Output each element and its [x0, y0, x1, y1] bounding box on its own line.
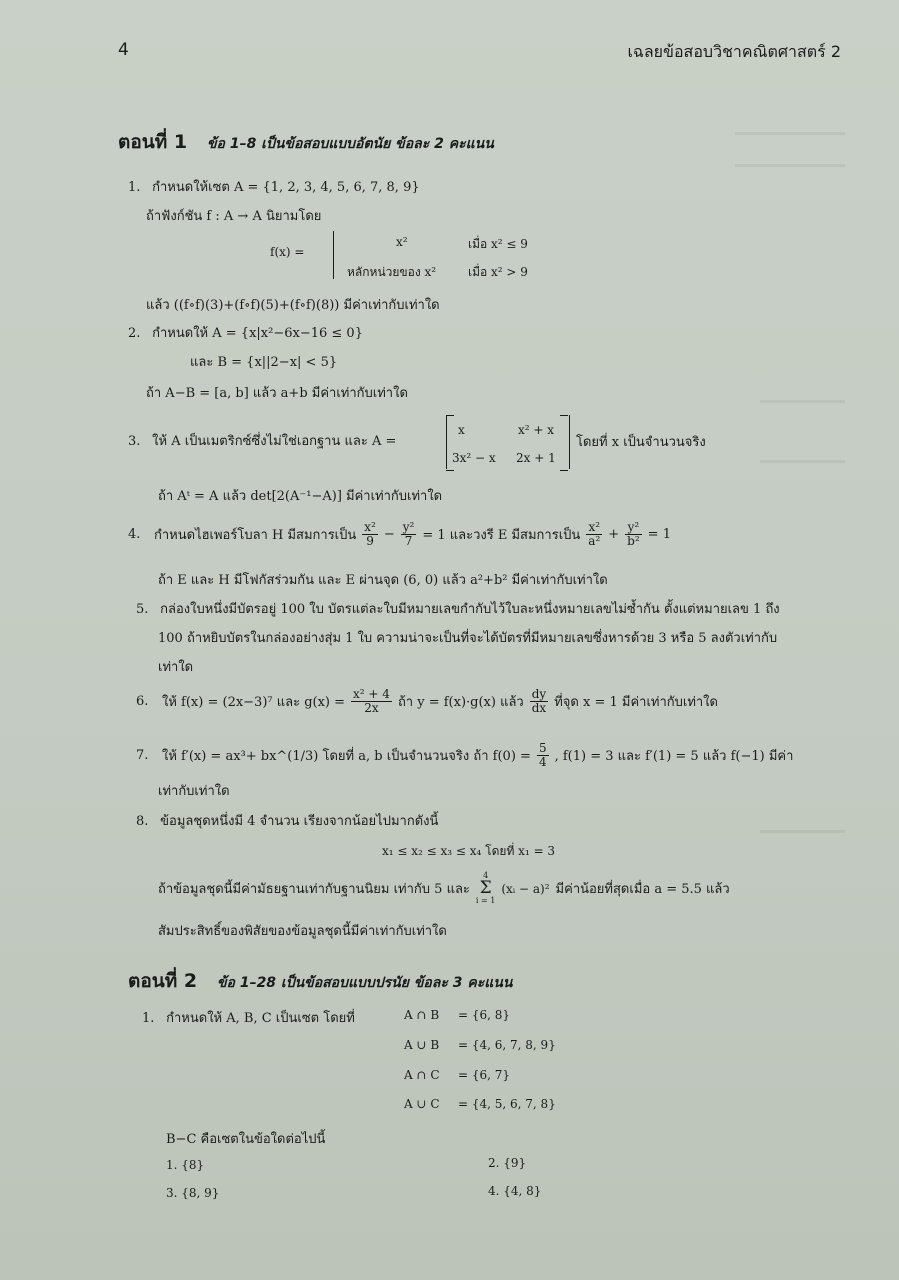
denominator: 9: [366, 534, 374, 549]
question-8: [136, 810, 438, 831]
question-number: 1.: [128, 180, 141, 195]
bleed-through: [735, 132, 845, 135]
question-text: x₁ ≤ x₂ ≤ x₃ ≤ x₄ โดยที่ x₁ = 3: [382, 844, 556, 858]
denominator: 4: [538, 755, 547, 770]
choice-3[interactable]: 3. {8, 9}: [166, 1186, 220, 1200]
question-text: ที่จุด x = 1 มีค่าเท่ากับเท่าใด: [554, 695, 718, 711]
question-text: แล้ว ((f∘f)(3)+(f∘f)(5)+(f∘f)(8)) มีค่าเท่ากับเท่าใด: [146, 298, 440, 313]
numerator: dy: [531, 687, 547, 701]
numerator: y²: [402, 520, 415, 534]
question-2: [128, 322, 363, 343]
question-text: B−C คือเซตในข้อใดต่อไปนี้: [166, 1132, 326, 1147]
case-condition: เมื่อ x² > 9: [468, 265, 528, 279]
set-rhs: = {4, 5, 6, 7, 8}: [458, 1097, 556, 1111]
part1-title: ตอนที่ 1: [118, 131, 188, 153]
question-text: เท่าใด: [158, 660, 194, 675]
bleed-through: [760, 400, 845, 403]
question-4: [128, 521, 671, 548]
question-text: กำหนดไฮเพอร์โบลา H มีสมการเป็น: [154, 528, 357, 544]
question-number: 3.: [128, 434, 141, 449]
fraction: [351, 688, 392, 715]
page-number: 4: [118, 40, 129, 60]
bleed-through: [735, 164, 845, 167]
set-rhs: = {4, 6, 7, 8, 9}: [458, 1038, 556, 1052]
question-text: ถ้า A−B = [a, b] แล้ว a+b มีค่าเท่ากับเท่าใด: [146, 386, 408, 401]
question-text: 100 ถ้าหยิบบัตรในกล่องอย่างสุ่ม 1 ใบ ความน่าจะเป็นที่จะได้บัตรที่มีหมายเลขซึ่งหารด้วย 3 หรือ 5 ลงตัวเท่ากับ: [158, 631, 778, 646]
question-text: ถ้า y = f(x)·g(x) แล้ว: [397, 695, 524, 711]
question-text: ให้ f′(x) = ax³+ bx^(1/3) โดยที่ a, b เป็นจำนวนจริง ถ้า f(0) =: [162, 749, 531, 765]
numerator: 5: [538, 741, 547, 755]
fraction: [586, 521, 602, 548]
operator: +: [608, 527, 620, 543]
question-text: ให้ A เป็นเมตริกซ์ซึ่งไม่ใช่เอกฐาน และ A =: [152, 434, 397, 449]
question-text: = 1: [647, 527, 671, 543]
question-number: 8.: [136, 814, 149, 829]
bleed-through: [760, 460, 845, 463]
question-3: [128, 430, 396, 451]
question-number: 7.: [136, 748, 149, 764]
denominator: 2x: [364, 701, 379, 716]
denominator: 7: [404, 534, 413, 549]
matrix-bracket-right: [560, 415, 568, 471]
operator: −: [383, 527, 395, 543]
numerator: x² + 4: [353, 687, 390, 701]
sum-symbol: Σ: [479, 878, 492, 898]
case-value: x²: [396, 235, 408, 249]
question-text: = 1 และวงรี E มีสมการเป็น: [422, 528, 581, 544]
part2-question-1: [142, 1007, 355, 1028]
question-number: 4.: [128, 527, 141, 543]
set-lhs: A ∪ B: [404, 1038, 440, 1052]
case-condition: เมื่อ x² ≤ 9: [468, 237, 528, 251]
question-text: ถ้าฟังก์ชัน f : A → A นิยามโดย: [146, 209, 322, 224]
question-text: ข้อมูลชุดหนึ่งมี 4 จำนวน เรียงจากน้อยไปมากดังนี้: [160, 814, 439, 829]
function-label: f(x) =: [270, 245, 305, 259]
numerator: x²: [586, 521, 602, 535]
denominator: a²: [588, 534, 601, 549]
question-text: มีค่าน้อยที่สุดเมื่อ a = 5.5 แล้ว: [555, 882, 730, 897]
sum-lower: i = 1: [475, 896, 496, 905]
question-text: , f(1) = 3 และ f′(1) = 5 แล้ว f(−1) มีค่า: [554, 749, 794, 765]
matrix-entry: x² + x: [518, 423, 555, 437]
piecewise-brace: [333, 231, 336, 279]
question-text: กล่องใบหนึ่งมีบัตรอยู่ 100 ใบ บัตรแต่ละใบมีหมายเลขกำกับไว้ใบละหนึ่งหมายเลขไม่ซ้ำกัน ตั้งแต่หมายเลข 1 ถึง: [160, 602, 780, 617]
question-text: กำหนดให้ A = {x|x²−6x−16 ≤ 0}: [152, 326, 363, 341]
denominator: dx: [531, 701, 547, 716]
matrix-entry: 2x + 1: [516, 451, 556, 465]
matrix-entry: x: [458, 423, 465, 437]
part2-subtitle: ข้อ 1–28 เป็นข้อสอบแบบปรนัย ข้อละ 3 คะแนน: [216, 975, 513, 991]
sum-upper: 4: [483, 871, 489, 880]
fraction: [625, 521, 642, 548]
set-rhs: = {6, 8}: [458, 1008, 511, 1022]
question-number: 6.: [136, 694, 149, 710]
fraction: [530, 688, 548, 715]
choice-4[interactable]: 4. {4, 8}: [488, 1184, 542, 1198]
question-number: 5.: [136, 602, 149, 617]
math-expression: (xᵢ − a)²: [501, 881, 550, 896]
question-7: [136, 742, 793, 769]
question-1: [128, 176, 420, 197]
question-text: โดยที่ x เป็นจำนวนจริง: [576, 435, 706, 450]
running-title: เฉลยข้อสอบวิชาคณิตศาสตร์ 2: [627, 42, 841, 61]
numerator: x²: [364, 520, 376, 534]
question-text: และ B = {x||2−x| < 5}: [190, 355, 338, 370]
case-value: หลักหน่วยของ x²: [347, 265, 437, 279]
question-text: กำหนดให้เซต A = {1, 2, 3, 4, 5, 6, 7, 8, 9}: [152, 180, 420, 195]
summation: [476, 872, 495, 905]
question-5: [136, 598, 780, 619]
fraction: [362, 521, 378, 548]
question-text: ถ้าข้อมูลชุดนี้มีค่ามัธยฐานเท่ากับฐานนิยม เท่ากับ 5 และ: [158, 882, 470, 897]
question-text: ถ้า E และ H มีโฟกัสร่วมกัน และ E ผ่านจุด (6, 0) แล้ว a²+b² มีค่าเท่ากับเท่าใด: [158, 573, 608, 588]
question-text-row: [158, 872, 730, 905]
question-text: ถ้า Aᵗ = A แล้ว det[2(A⁻¹−A)] มีค่าเท่ากับเท่าใด: [158, 489, 443, 504]
set-lhs: A ∩ C: [404, 1068, 440, 1082]
question-number: 1.: [142, 1011, 155, 1026]
part2-heading: [128, 966, 512, 996]
bleed-through: [760, 830, 845, 833]
set-rhs: = {6, 7}: [458, 1068, 511, 1082]
part2-title: ตอนที่ 2: [128, 970, 198, 992]
question-text: กำหนดให้ A, B, C เป็นเซต โดยที่: [166, 1011, 355, 1026]
matrix-entry: 3x² − x: [452, 451, 496, 465]
question-text: สัมประสิทธิ์ของพิสัยของข้อมูลชุดนี้มีค่าเท่ากับเท่าใด: [158, 924, 447, 939]
question-number: 2.: [128, 326, 141, 341]
set-lhs: A ∪ C: [404, 1097, 440, 1111]
choice-1[interactable]: 1. {8}: [166, 1158, 205, 1172]
set-lhs: A ∩ B: [404, 1008, 440, 1022]
question-6: [136, 688, 718, 715]
fraction: [537, 742, 549, 769]
fraction: [401, 521, 417, 548]
choice-2[interactable]: 2. {9}: [488, 1156, 527, 1170]
denominator: b²: [627, 534, 640, 549]
part1-subtitle: ข้อ 1–8 เป็นข้อสอบแบบอัตนัย ข้อละ 2 คะแนน: [206, 136, 494, 152]
question-text: เท่ากับเท่าใด: [158, 784, 230, 799]
question-text: ให้ f(x) = (2x−3)⁷ และ g(x) =: [162, 695, 346, 711]
part1-heading: [118, 127, 494, 157]
numerator: y²: [625, 521, 642, 535]
